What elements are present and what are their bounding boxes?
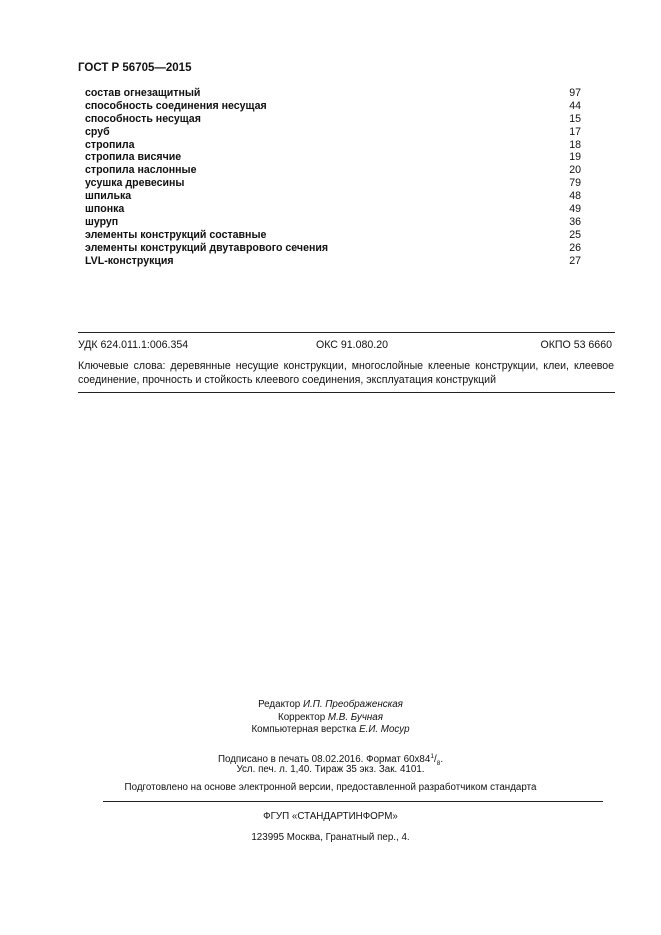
bottom-divider: [78, 392, 615, 393]
index-entry: [85, 216, 581, 229]
index-term: способность несущая: [85, 112, 201, 125]
index-page-number: 26: [569, 241, 581, 254]
index-page-number: 25: [569, 228, 581, 241]
index-page-number: 97: [569, 87, 581, 99]
keywords-text: Ключевые слова: деревянные несущие конструкции, многослойные клееные конструкции, клеи, клеевое соединение, прочность и стойкость клеевого соединения, эксплуатация конструкций: [78, 360, 614, 386]
index-page-number: 36: [569, 215, 581, 228]
index-entry: [85, 126, 581, 139]
index-entry: [85, 151, 581, 164]
layout-name: Е.И. Мосур: [359, 724, 410, 736]
index-page-number: 44: [569, 99, 581, 112]
subject-index-list: [85, 87, 581, 267]
index-term: состав огнезащитный: [85, 87, 201, 99]
index-term: элементы конструкций двутаврового сечения: [85, 241, 329, 254]
layout-line: [0, 724, 661, 737]
index-term: шуруп: [85, 215, 119, 228]
corrector-line: [0, 712, 661, 725]
index-term: способность соединения несущая: [85, 99, 267, 112]
index-page-number: 18: [569, 138, 581, 151]
page-header-standard: ГОСТ Р 56705—2015: [78, 62, 192, 74]
index-entry: [85, 242, 581, 255]
layout-label: Компьютерная верстка: [251, 724, 357, 736]
index-entry: [85, 113, 581, 126]
index-entry: [85, 229, 581, 242]
index-term: LVL-конструкция: [85, 254, 174, 267]
index-entry: [85, 177, 581, 190]
top-divider: [78, 332, 615, 333]
index-entry: [85, 203, 581, 216]
index-term: сруб: [85, 125, 110, 138]
index-entry: [85, 255, 581, 268]
index-term: шпилька: [85, 190, 132, 203]
editor-name: И.П. Преображенская: [303, 699, 403, 710]
publisher-name: ФГУП «СТАНДАРТИНФОРМ»: [263, 811, 398, 822]
index-page-number: 15: [569, 112, 581, 125]
index-entry: [85, 87, 581, 100]
index-entry: [85, 139, 581, 152]
index-entry: [85, 190, 581, 203]
index-page-number: 27: [569, 254, 581, 267]
publisher-address: 123995 Москва, Гранатный пер., 4.: [251, 832, 410, 843]
editor-label: Редактор: [258, 699, 301, 710]
index-page-number: 19: [569, 151, 581, 164]
index-entry: [85, 100, 581, 113]
index-page-number: 17: [569, 125, 581, 138]
index-page-number: 20: [569, 164, 581, 177]
index-term: усушка древесины: [85, 177, 185, 190]
index-entry: [85, 164, 581, 177]
print-info-line: Усл. печ. л. 1,40. Тираж 35 экз. Зак. 4101.: [236, 763, 425, 775]
publisher-block: [0, 811, 661, 824]
corrector-name: М.В. Бучная: [327, 711, 383, 723]
okpo-code: ОКПО 53 6660: [540, 339, 612, 351]
publisher-divider: [103, 801, 603, 802]
index-term: элементы конструкций составные: [85, 228, 267, 241]
oks-code: ОКС 91.080.20: [316, 339, 389, 351]
address-block: [0, 832, 661, 845]
credits-block: [0, 699, 661, 737]
index-term: стропила висячие: [85, 151, 182, 164]
editor-line: [0, 699, 661, 712]
index-page-number: 49: [569, 203, 581, 216]
signed-text: Подписано в печать 08.02.2016. Формат 60x84: [217, 754, 431, 765]
index-term: стропила: [85, 138, 135, 151]
format-numerator: 1: [430, 753, 434, 760]
index-term: стропила наслонные: [85, 164, 197, 177]
index-term: шпонка: [85, 203, 125, 216]
prepared-note: [0, 782, 661, 795]
udk-code: УДК 624.011.1:006.354: [78, 339, 189, 351]
corrector-label: Корректор: [278, 711, 326, 723]
index-page-number: 48: [569, 190, 581, 203]
index-page-number: 79: [569, 177, 581, 190]
signed-line: Подписано в печать 08.02.2016. Формат $60x84^1/_8$.: [217, 753, 444, 767]
format-denominator: 8: [436, 759, 441, 767]
prepared-text: Подготовлено на основе электронной версии, предоставленной разработчиком стандарта: [124, 782, 537, 793]
print-info-block: [0, 751, 661, 776]
